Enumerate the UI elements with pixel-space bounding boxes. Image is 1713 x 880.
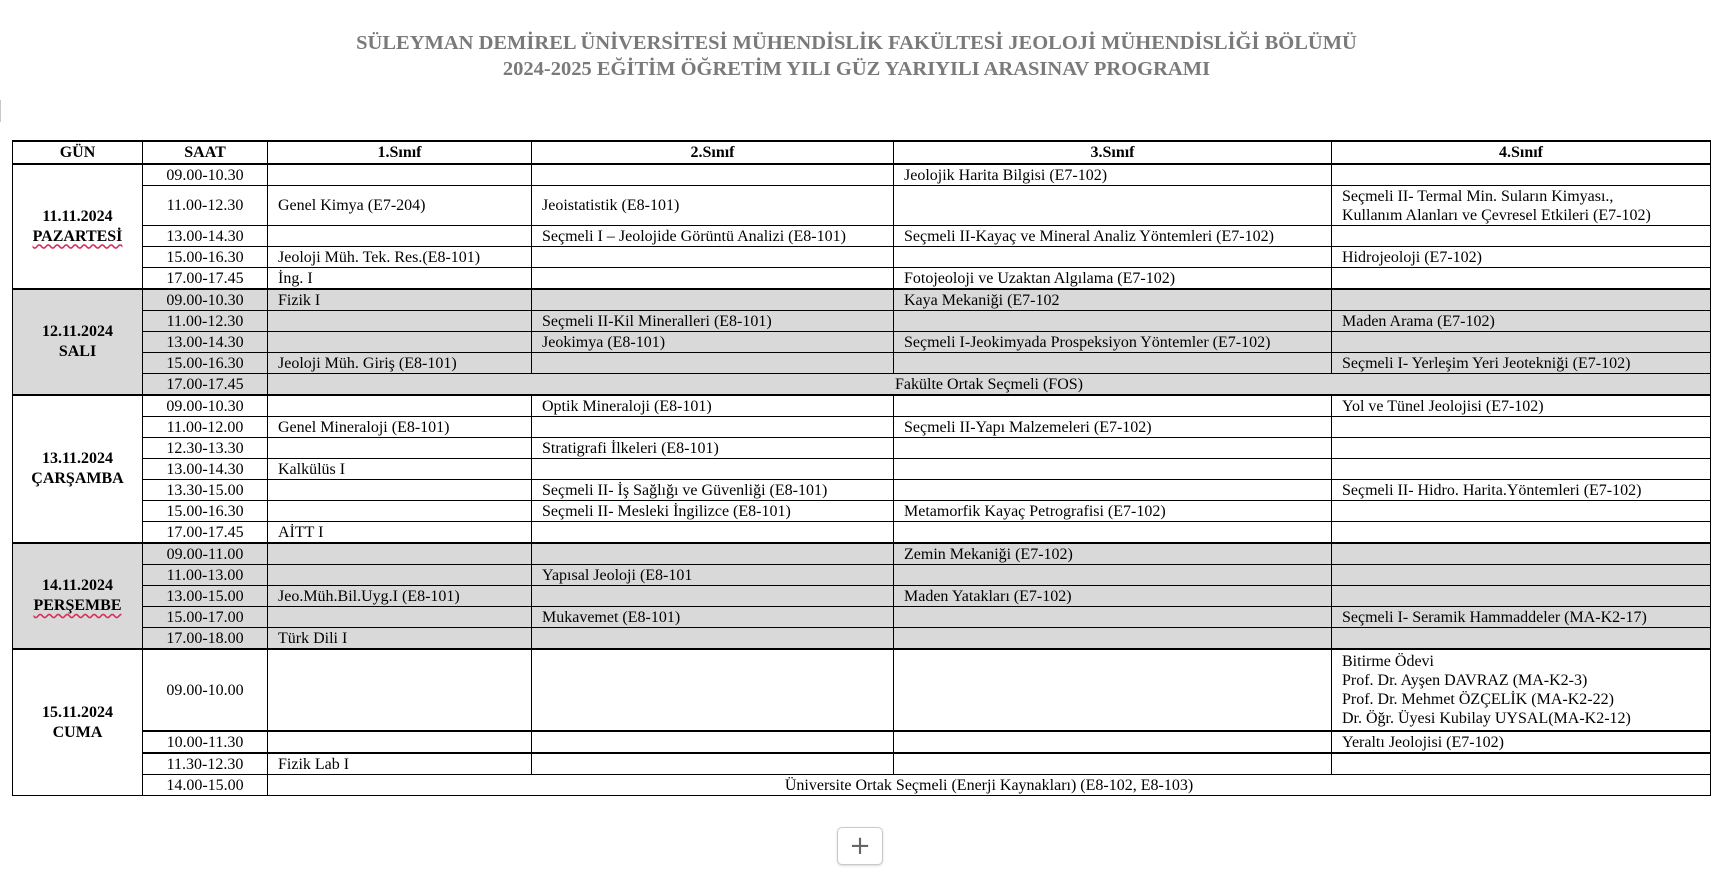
- sinif-3-cell: [894, 480, 1332, 501]
- sinif-4-cell: Hidrojeoloji (E7-102): [1332, 247, 1711, 268]
- day-date: 14.11.2024: [41, 577, 114, 594]
- table-row: [13, 226, 1711, 247]
- sinif-3-cell: [894, 607, 1332, 628]
- sinif-2-cell: [532, 247, 894, 268]
- table-row: [13, 607, 1711, 628]
- time-cell: 11.30-12.30: [143, 753, 268, 775]
- sinif-4-cell: [1332, 543, 1711, 565]
- sinif-1-cell: Jeoloji Müh. Giriş (E8-101): [268, 353, 532, 374]
- sinif-4-cell: [1332, 459, 1711, 480]
- sinif-2-cell: Seçmeli I – Jeolojide Görüntü Analizi (E8-101): [532, 226, 894, 247]
- title-line-2: 2024-2025 EĞİTİM ÖĞRETİM YILI GÜZ YARIYILI ARASINAV PROGRAMI: [502, 58, 1211, 80]
- time-cell: 09.00-10.00: [143, 649, 268, 731]
- table-row: [13, 289, 1711, 311]
- sinif-4-cell: [1332, 522, 1711, 544]
- day-cell-monday: [13, 164, 143, 289]
- sinif-1-cell: Jeoloji Müh. Tek. Res.(E8-101): [268, 247, 532, 268]
- margin-marker: [0, 100, 1, 122]
- sinif-2-cell: Jeoistatistik (E8-101): [532, 186, 894, 226]
- time-cell: 10.00-11.30: [143, 731, 268, 753]
- sinif-4-cell: [1332, 268, 1711, 290]
- cell-line: Seçmeli II- Termal Min. Suların Kimyası.,: [1342, 187, 1614, 205]
- sinif-1-cell: [268, 438, 532, 459]
- sinif-4-cell: [1332, 628, 1711, 650]
- day-date: 12.11.2024: [41, 323, 114, 340]
- sinif-2-cell: Yapısal Jeoloji (E8-101: [532, 565, 894, 586]
- sinif-4-cell: [1332, 332, 1711, 353]
- add-row-button[interactable]: +: [837, 827, 883, 865]
- time-cell: 09.00-10.30: [143, 289, 268, 311]
- table-row: [13, 186, 1711, 226]
- sinif-2-cell: Seçmeli II- Mesleki İngilizce (E8-101): [532, 501, 894, 522]
- sinif-4-cell: [1332, 417, 1711, 438]
- document-title: [0, 30, 1713, 82]
- sinif-2-cell: Seçmeli II-Kil Mineralleri (E8-101): [532, 311, 894, 332]
- time-cell: 11.00-12.30: [143, 311, 268, 332]
- sinif-2-cell: [532, 289, 894, 311]
- header-sinif-3: 3.Sınıf: [894, 141, 1332, 164]
- time-cell: 09.00-10.30: [143, 164, 268, 186]
- sinif-3-cell: Maden Yatakları (E7-102): [894, 586, 1332, 607]
- sinif-1-cell: Fizik Lab I: [268, 753, 532, 775]
- sinif-4-cell: [1332, 501, 1711, 522]
- sinif-2-cell: [532, 649, 894, 731]
- sinif-1-cell: [268, 649, 532, 731]
- sinif-2-cell: [532, 543, 894, 565]
- sinif-2-cell: [532, 628, 894, 650]
- day-name: PAZARTESİ: [32, 227, 123, 245]
- time-cell: 17.00-17.45: [143, 522, 268, 544]
- sinif-4-cell: Seçmeli I- Seramik Hammaddeler (MA-K2-17): [1332, 607, 1711, 628]
- sinif-1-cell: [268, 480, 532, 501]
- header-sinif-1: 1.Sınıf: [268, 141, 532, 164]
- time-cell: 17.00-17.45: [143, 374, 268, 396]
- day-date: 15.11.2024: [41, 703, 114, 721]
- table-row: [13, 501, 1711, 522]
- sinif-4-cell: Seçmeli I- Yerleşim Yeri Jeotekniği (E7-102): [1332, 353, 1711, 374]
- sinif-1-cell: Kalkülüs I: [268, 459, 532, 480]
- sinif-3-cell: [894, 395, 1332, 417]
- cell-line: Dr. Öğr. Üyesi Kubilay UYSAL(MA-K2-12): [1342, 710, 1631, 727]
- day-date: 11.11.2024: [42, 207, 113, 225]
- sinif-3-cell: Fotojeoloji ve Uzaktan Algılama (E7-102): [894, 268, 1332, 290]
- table-row: [13, 395, 1711, 417]
- sinif-4-cell: [1332, 226, 1711, 247]
- time-cell: 09.00-10.30: [143, 395, 268, 417]
- sinif-2-cell: [532, 268, 894, 290]
- sinif-2-cell: [532, 731, 894, 753]
- header-gun: GÜN: [13, 141, 143, 164]
- time-cell: 11.00-12.00: [143, 417, 268, 438]
- table-row: [13, 164, 1711, 186]
- time-cell: 15.00-16.30: [143, 247, 268, 268]
- time-cell: 13.00-14.30: [143, 226, 268, 247]
- table-row: [13, 522, 1711, 544]
- sinif-1-cell: Türk Dili I: [268, 628, 532, 650]
- cell-line: Kullanım Alanları ve Çevresel Etkileri (E7-102): [1342, 206, 1651, 224]
- sinif-4-cell: Maden Arama (E7-102): [1332, 311, 1711, 332]
- sinif-3-cell: Zemin Mekaniği (E7-102): [894, 543, 1332, 565]
- sinif-1-cell: [268, 311, 532, 332]
- sinif-4-cell: Yeraltı Jeolojisi (E7-102): [1332, 731, 1711, 753]
- sinif-3-cell: [894, 628, 1332, 650]
- table-row: [13, 731, 1711, 753]
- sinif-4-cell: [1332, 289, 1711, 311]
- sinif-3-cell: Jeolojik Harita Bilgisi (E7-102): [894, 164, 1332, 186]
- day-cell-friday: [13, 649, 143, 796]
- sinif-2-cell: Mukavemet (E8-101): [532, 607, 894, 628]
- table-row: [13, 586, 1711, 607]
- table-row: [13, 753, 1711, 775]
- sinif-2-cell: [532, 417, 894, 438]
- table-row: [13, 268, 1711, 290]
- sinif-2-cell: Seçmeli II- İş Sağlığı ve Güvenliği (E8-101): [532, 480, 894, 501]
- sinif-2-cell: Jeokimya (E8-101): [532, 332, 894, 353]
- table-row: [13, 353, 1711, 374]
- table-row: [13, 311, 1711, 332]
- time-cell: 14.00-15.00: [143, 775, 268, 796]
- sinif-4-cell: [1332, 186, 1711, 226]
- time-cell: 12.30-13.30: [143, 438, 268, 459]
- header-sinif-4: 4.Sınıf: [1332, 141, 1711, 164]
- table-row: [13, 649, 1711, 731]
- sinif-3-cell: Seçmeli I-Jeokimyada Prospeksiyon Yöntemler (E7-102): [894, 332, 1332, 353]
- table-row: [13, 247, 1711, 268]
- sinif-2-cell: Stratigrafi İlkeleri (E8-101): [532, 438, 894, 459]
- sinif-4-cell: [1332, 753, 1711, 775]
- exam-schedule-table: [12, 140, 1711, 796]
- sinif-3-cell: [894, 186, 1332, 226]
- sinif-1-cell: [268, 731, 532, 753]
- time-cell: 13.30-15.00: [143, 480, 268, 501]
- sinif-3-cell: [894, 565, 1332, 586]
- day-name: PERŞEMBE: [33, 597, 122, 614]
- table-row: [13, 332, 1711, 353]
- table-row: [13, 459, 1711, 480]
- time-cell: 13.00-14.30: [143, 332, 268, 353]
- table-row: [13, 565, 1711, 586]
- sinif-1-cell: [268, 164, 532, 186]
- sinif-4-cell: [1332, 438, 1711, 459]
- sinif-3-cell: [894, 438, 1332, 459]
- day-cell-tuesday: [13, 289, 143, 395]
- sinif-1-cell: Genel Kimya (E7-204): [268, 186, 532, 226]
- sinif-3-cell: Metamorfik Kayaç Petrografisi (E7-102): [894, 501, 1332, 522]
- time-cell: 17.00-18.00: [143, 628, 268, 650]
- time-cell: 11.00-12.30: [143, 186, 268, 226]
- table-row: [13, 480, 1711, 501]
- time-cell: 15.00-17.00: [143, 607, 268, 628]
- day-cell-wednesday: [13, 395, 143, 543]
- sinif-1-cell: [268, 395, 532, 417]
- time-cell: 13.00-14.30: [143, 459, 268, 480]
- sinif-2-cell: [532, 753, 894, 775]
- sinif-1-cell: [268, 501, 532, 522]
- sinif-3-cell: [894, 731, 1332, 753]
- sinif-1-cell: Fizik I: [268, 289, 532, 311]
- table-row: [13, 438, 1711, 459]
- time-cell: 13.00-15.00: [143, 586, 268, 607]
- cell-line: Bitirme Ödevi: [1342, 653, 1434, 670]
- sinif-3-cell: Seçmeli II-Yapı Malzemeleri (E7-102): [894, 417, 1332, 438]
- table-row: [13, 417, 1711, 438]
- sinif-4-cell: [1332, 565, 1711, 586]
- sinif-1-cell: İng. I: [268, 268, 532, 290]
- sinif-1-cell: [268, 332, 532, 353]
- sinif-4-cell: [1332, 586, 1711, 607]
- sinif-3-cell: [894, 459, 1332, 480]
- sinif-2-cell: Optik Mineraloji (E8-101): [532, 395, 894, 417]
- day-cell-thursday: [13, 543, 143, 649]
- sinif-1-cell: [268, 543, 532, 565]
- sinif-1-cell: Jeo.Müh.Bil.Uyg.I (E8-101): [268, 586, 532, 607]
- sinif-3-cell: [894, 522, 1332, 544]
- time-cell: 09.00-11.00: [143, 543, 268, 565]
- header-sinif-2: 2.Sınıf: [532, 141, 894, 164]
- sinif-2-cell: [532, 522, 894, 544]
- table-row: [13, 543, 1711, 565]
- sinif-3-cell: Seçmeli II-Kayaç ve Mineral Analiz Yöntemleri (E7-102): [894, 226, 1332, 247]
- day-name: CUMA: [52, 723, 103, 741]
- spanning-cell: Üniversite Ortak Seçmeli (Enerji Kaynakları) (E8-102, E8-103): [268, 775, 1711, 796]
- sinif-1-cell: [268, 607, 532, 628]
- time-cell: 17.00-17.45: [143, 268, 268, 290]
- day-name: ÇARŞAMBA: [31, 470, 124, 487]
- sinif-3-cell: [894, 247, 1332, 268]
- title-line-1: SÜLEYMAN DEMİREL ÜNİVERSİTESİ MÜHENDİSLİK FAKÜLTESİ JEOLOJİ MÜHENDİSLİĞİ BÖLÜMÜ: [356, 32, 1357, 54]
- sinif-1-cell: AİTT I: [268, 522, 532, 544]
- sinif-2-cell: [532, 459, 894, 480]
- sinif-1-cell: [268, 565, 532, 586]
- sinif-4-cell: Seçmeli II- Hidro. Harita.Yöntemleri (E7-102): [1332, 480, 1711, 501]
- cell-line: Prof. Dr. Mehmet ÖZÇELİK (MA-K2-22): [1342, 691, 1614, 708]
- sinif-3-cell: [894, 311, 1332, 332]
- table-row: [13, 775, 1711, 796]
- time-cell: 11.00-13.00: [143, 565, 268, 586]
- table-header-row: [13, 141, 1711, 164]
- day-date: 13.11.2024: [41, 450, 114, 467]
- day-name: SALI: [58, 343, 97, 360]
- sinif-2-cell: [532, 164, 894, 186]
- time-cell: 15.00-16.30: [143, 353, 268, 374]
- cell-line: Prof. Dr. Ayşen DAVRAZ (MA-K2-3): [1342, 672, 1588, 689]
- sinif-3-cell: [894, 353, 1332, 374]
- sinif-4-cell: [1332, 164, 1711, 186]
- time-cell: 15.00-16.30: [143, 501, 268, 522]
- sinif-4-cell: [1332, 649, 1711, 731]
- header-saat: SAAT: [143, 141, 268, 164]
- sinif-1-cell: [268, 226, 532, 247]
- table-row: [13, 374, 1711, 396]
- sinif-1-cell: Genel Mineraloji (E8-101): [268, 417, 532, 438]
- sinif-4-cell: Yol ve Tünel Jeolojisi (E7-102): [1332, 395, 1711, 417]
- sinif-3-cell: [894, 753, 1332, 775]
- sinif-3-cell: [894, 649, 1332, 731]
- sinif-2-cell: [532, 353, 894, 374]
- sinif-2-cell: [532, 586, 894, 607]
- table-row: [13, 628, 1711, 650]
- spanning-cell: Fakülte Ortak Seçmeli (FOS): [268, 374, 1711, 396]
- sinif-3-cell: Kaya Mekaniği (E7-102: [894, 289, 1332, 311]
